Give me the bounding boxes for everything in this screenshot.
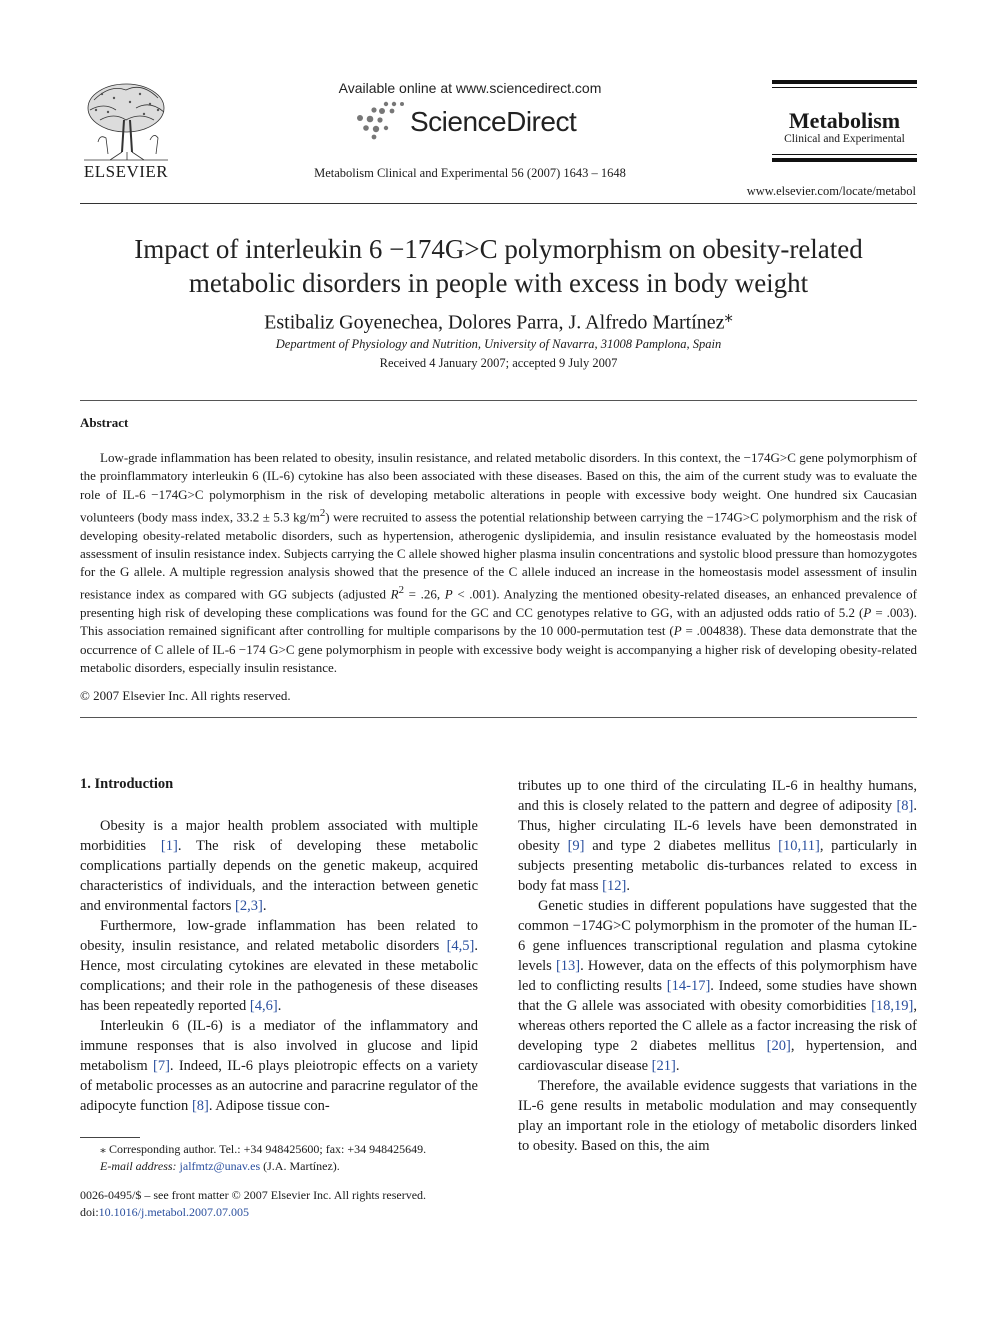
text-seg: , particularly in subjects presenting metabolic dis-turbances related to excess in body fat mass bbox=[518, 838, 917, 894]
citation-link[interactable]: [20] bbox=[766, 1038, 791, 1054]
paragraph bbox=[80, 816, 478, 916]
citation-link[interactable]: [13] bbox=[555, 958, 581, 974]
citation-link[interactable]: [7] bbox=[152, 1058, 170, 1074]
citation-link[interactable]: [12] bbox=[602, 878, 627, 894]
available-online-text: Available online at www.sciencedirect.com bbox=[338, 80, 602, 96]
sciencedirect-logo[interactable] bbox=[352, 100, 592, 146]
paragraph bbox=[80, 916, 478, 1016]
header-divider bbox=[80, 203, 917, 204]
abstract-heading: Abstract bbox=[80, 415, 129, 430]
text-seg: . bbox=[626, 878, 630, 894]
citation-link[interactable]: [4,6] bbox=[249, 998, 278, 1014]
text-seg: . Adipose tissue con- bbox=[208, 1098, 330, 1114]
author-list bbox=[80, 306, 917, 335]
paragraph bbox=[80, 1016, 478, 1116]
text-seg: and type 2 diabetes mellitus bbox=[584, 838, 779, 854]
text-seg: . Hence, most circulating cytokines are elevated in these metabolic complications; and their role in the pathogenesis of these diseases has been repeatedly reported bbox=[80, 938, 478, 1014]
doi-label: doi: bbox=[80, 1205, 99, 1219]
abstract-seg: = .26, bbox=[404, 586, 445, 602]
text-seg: tributes up to one third of the circulating IL-6 in healthy humans, and this is closely related to the pattern and degree of adiposity bbox=[518, 778, 917, 814]
text-seg: . However, data on the effects of this polymorphism have led to conflicting results bbox=[518, 958, 917, 994]
citation-link[interactable]: [18,19] bbox=[871, 998, 914, 1014]
footnote-rule bbox=[80, 1137, 140, 1138]
abstract-seg: Low-grade inflammation has been related to obesity, insulin resistance, and related metabolic disorders. In this context, the −174G>C gene polymorphism of the proinflammatory interleukin 6 (IL-6) cytokine has also been associated with these diseases. Based on this, the aim of the current study was to evaluate the role of IL-6 −174G>C polymorphism in the risk of developing metabolic alterations in people with excessive body weight. One hundred six Caucasian volunteers (body mass index, 33.2 ± 5.3 kg/m bbox=[80, 450, 917, 525]
p-variable: P bbox=[444, 586, 453, 602]
text-seg: Obesity is a major health problem associated with multiple morbidities bbox=[80, 818, 478, 854]
p-variable: P bbox=[863, 605, 872, 621]
abstract-seg: ) were recruited to assess the potential relationship between carrying the −174G>C polymorphism and the risk of developing obesity-related metabolic disorders, such as hypertension, atherogenic dyslipidemia, and insulin resistance evaluated by the homeostasis model assessment of insulin resistance index. Subjects carrying the C allele showed higher plasma insulin concentrations and systolic blood pressure than homozygotes for the G allele. A multiple regression analysis showed that the presence of the C allele induced an increase in the homeostasis model assessment of insulin resistance index as compared with GG subjects (adjusted bbox=[80, 509, 917, 602]
section-heading-introduction: 1. Introduction bbox=[80, 776, 174, 792]
masthead-rule bbox=[772, 87, 917, 88]
text-seg: . bbox=[262, 898, 267, 914]
right-column bbox=[518, 776, 917, 1156]
doi-link[interactable]: 10.1016/j.metabol.2007.07.005 bbox=[98, 1205, 249, 1219]
citation-link[interactable]: [21] bbox=[651, 1058, 676, 1074]
author-names: Estibaliz Goyenechea, Dolores Parra, J. Alfredo Martínez bbox=[264, 311, 725, 334]
citation-link[interactable]: [4,5] bbox=[446, 938, 475, 954]
citation-link[interactable]: [8] bbox=[896, 798, 914, 814]
masthead-rule bbox=[772, 80, 917, 84]
journal-masthead bbox=[772, 80, 917, 162]
title-line-2: metabolic disorders in people with excess in body weight bbox=[188, 268, 809, 298]
affiliation: Department of Physiology and Nutrition, University of Navarra, 31008 Pamplona, Spain bbox=[275, 337, 722, 351]
text-seg: , whereas others reported the C allele as a factor increasing the risk of developing type 2 diabetes mellitus bbox=[518, 998, 917, 1054]
corresponding-author-note: ⁎ Corresponding author. Tel.: +34 948425600; fax: +34 948425649. bbox=[100, 1142, 427, 1156]
citation-link[interactable]: [8] bbox=[191, 1098, 209, 1114]
citation-link[interactable]: [10,11] bbox=[778, 838, 820, 854]
paragraph bbox=[518, 776, 917, 896]
abstract-text bbox=[80, 449, 917, 677]
journal-subtitle: Clinical and Experimental bbox=[784, 133, 905, 145]
text-seg: , hypertension, and cardiovascular disease bbox=[518, 1038, 918, 1074]
text-seg: . The risk of developing these metabolic complications partially depends on the genetic makeup, acquired characteristics of individuals, and the interaction between genetic and environmental factors bbox=[80, 838, 478, 914]
superscript: 2 bbox=[398, 584, 405, 597]
abstract-seg: = .003). This association remained significant after controlling for multiple comparisons by the 10 000-permutation test ( bbox=[80, 605, 917, 639]
title-line-1: Impact of interleukin 6 −174G>C polymorphism on obesity-related bbox=[134, 234, 863, 264]
footnote bbox=[80, 1141, 478, 1175]
abstract-top-rule bbox=[80, 400, 917, 401]
email-link[interactable]: jalfmtz@unav.es bbox=[179, 1159, 261, 1173]
r-variable: R bbox=[390, 586, 399, 602]
elsevier-wordmark: ELSEVIER bbox=[83, 162, 169, 181]
abstract-copyright: © 2007 Elsevier Inc. All rights reserved. bbox=[80, 688, 291, 703]
text-seg: Genetic studies in different populations have suggested that the common −174G>C polymorphism in the promoter of the human IL-6 gene influences transcriptional regulation and plasma cytokine levels bbox=[518, 898, 917, 974]
citation-link[interactable]: [1] bbox=[160, 838, 178, 854]
text-seg: Interleukin 6 (IL-6) is a mediator of the inflammatory and immune responses that is also involved in glucose and lipid metabolism bbox=[80, 1018, 478, 1074]
sciencedirect-wordmark: ScienceDirect bbox=[410, 106, 577, 137]
paragraph: Therefore, the available evidence suggests that variations in the IL-6 gene results in metabolic modulation and may consequently play an important role in the etiology of metabolic disorders linked to obesity. Based on this, the aim bbox=[518, 1078, 917, 1154]
corresponding-author-mark[interactable]: ⁎ bbox=[724, 306, 733, 325]
email-note bbox=[80, 1158, 478, 1175]
citation-link[interactable]: [14-17] bbox=[666, 978, 711, 994]
abstract-bottom-rule bbox=[80, 717, 917, 718]
issn-copyright: 0026-0495/$ – see front matter © 2007 Elsevier Inc. All rights reserved. bbox=[80, 1188, 427, 1202]
text-seg: . bbox=[277, 998, 282, 1014]
received-dates: Received 4 January 2007; accepted 9 July 2007 bbox=[379, 356, 618, 370]
p-variable: P bbox=[673, 623, 682, 639]
journal-citation: Metabolism Clinical and Experimental 56 (2007) 1643 – 1648 bbox=[314, 166, 626, 180]
email-label: E-mail address: bbox=[100, 1159, 180, 1173]
text-seg: Furthermore, low-grade inflammation has been related to obesity, insulin resistance, and related metabolic disorders bbox=[80, 918, 478, 954]
journal-url-link[interactable]: www.elsevier.com/locate/metabol bbox=[746, 184, 916, 198]
text-seg: . bbox=[675, 1058, 680, 1074]
abstract-seg: < .001). Analyzing the mentioned obesity-related diseases, an enhanced prevalence of presenting high risk of developing these complications was found for the GC and CC genotypes relative to GG, with an adjusted odds ratio of 5.2 ( bbox=[80, 586, 917, 621]
left-column bbox=[80, 816, 478, 1116]
doi-line bbox=[80, 1204, 500, 1221]
text-seg: . Indeed, IL-6 plays pleiotropic effects on a variety of metabolic processes as an autocrine and paracrine regulator of the adipocyte function bbox=[80, 1058, 478, 1114]
journal-name: Metabolism bbox=[788, 108, 901, 133]
citation-link[interactable]: [2,3] bbox=[235, 898, 263, 914]
article-title bbox=[80, 232, 917, 300]
text-seg: . Indeed, some studies have shown that the G allele was associated with obesity comorbidities bbox=[518, 978, 917, 1014]
email-owner: (J.A. Martínez). bbox=[260, 1159, 340, 1173]
text-seg: . Thus, higher circulating IL-6 levels have been demonstrated in obesity bbox=[518, 798, 917, 854]
sciencedirect-dots-icon bbox=[352, 100, 408, 140]
front-matter bbox=[80, 1187, 500, 1221]
citation-link[interactable]: [9] bbox=[567, 838, 585, 854]
masthead-rule bbox=[772, 154, 917, 155]
masthead-rule bbox=[772, 158, 917, 162]
elsevier-tree-logo bbox=[80, 80, 172, 162]
superscript: 2 bbox=[319, 506, 326, 519]
paragraph bbox=[518, 896, 917, 1076]
abstract-seg: = .004838). These data demonstrate that the occurrence of C allele of IL-6 −174 G>C gene polymorphism in people with excessive body weight is accompanying a higher risk of developing obesity-related metabolic disorders, especially insulin resistance. bbox=[80, 623, 917, 675]
